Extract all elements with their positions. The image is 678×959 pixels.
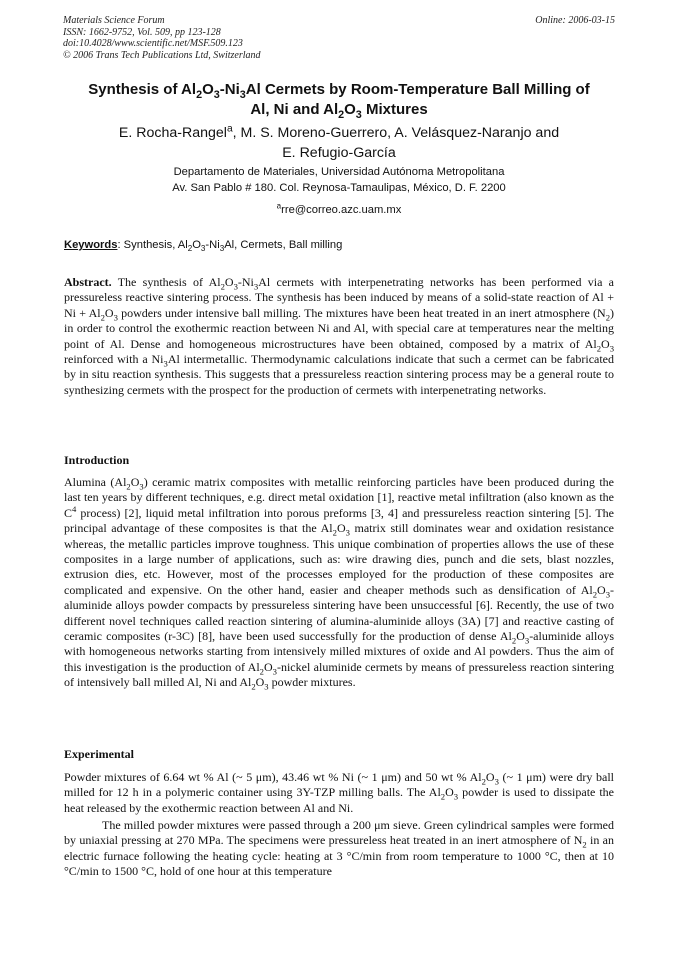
experimental-paragraph-1: Powder mixtures of 6.64 wt % Al (~ 5 μm), 43.46 wt % Ni (~ 1 μm) and 50 wt % $Al_2O_3$ (~ 1 μm) were dry ball milled for 12 h in a polymeric container using 3Y-TZP milling balls. The $Al_2O_3$ powder is used to dissipate the heat released by the exothermic reaction between Al and Ni. xyxy=(64,770,614,815)
experimental-paragraph-2: The milled powder mixtures were passed through a 200 μm sieve. Green cylindrical samples were formed by uniaxial pressing at 270 MPa. The specimens were pressureless heat treated in an inert atmosphere of $N_2$ in an electric furnace following the heating cycle: heating at 3 °C/min from room temperature to 1000 °C, then at 10 °C/min to 1500 °C, hold of one hour at this temperature xyxy=(64,818,614,879)
paper-title: Synthesis of $Al_2O_3-Ni_3Al$ Cermets by Room-Temperature Ball Milling of Al, Ni and $Al_2O_3$ Mixtures xyxy=(88,81,590,121)
abstract-label: Abstract. xyxy=(64,275,112,289)
copyright: © 2006 Trans Tech Publications Ltd, Switzerland xyxy=(63,49,261,61)
doi[interactable]: doi:10.4028/www.scientific.net/MSF.509.123 xyxy=(63,38,243,49)
introduction-body: Alumina $(Al_2O_3)$ ceramic matrix composites with metallic reinforcing particles have been produced during the last ten years by different techniques, e.g. direct metal oxidation [1], reactive metal infiltration (also known as the $C^4$ process) [2], liquid metal infiltration into porous preforms [3, 4] and pressureless reaction sintering [5]. The principal advantage of these composites is that the $Al_2O_3$ matrix still dominates wear and oxidation resistance whereas, the metallic particles improve toughness. This unique combination of properties allows the use of these composites in a large number of applications, such as: wire drawing dies, punch and die sets, blast nozzles, extrusion dies, etc. However, most of the processes employed for the production of these composites are complicated and expensive. On the other hand, easier and cheaper methods such as densification of $Al_2O_3$-aluminide alloys powder compacts by pressureless sintering have been unsuccessful [6]. Recently, the use of two different novel techniques called reaction sintering of alumina-aluminide alloys (3A) [7] and reactive casting of ceramic composites (r-3C) [8], have been used successfully for the production of dense $Al_2O_3$-aluminide alloys with homogeneous networks starting from intensively milled mixtures of oxide and Al powders. Thus the aim of this investigation is the production of $Al_2O_3$-nickel aluminide cermets by means of pressureless reaction sintering of intensively ball milled Al, Ni and $Al_2O_3$ powder mixtures. xyxy=(64,475,614,692)
online-date: Online: 2006-03-15 xyxy=(535,15,615,26)
author-email[interactable]: $^a$rre@correo.azc.uam.mx xyxy=(276,201,402,216)
keywords: Keywords: Synthesis, $Al_2O_3-Ni_3Al$, Cermets, Ball milling xyxy=(64,239,343,254)
issn: ISSN: 1662-9752, Vol. 509, pp 123-128 xyxy=(63,26,221,38)
journal-header xyxy=(63,15,261,61)
keywords-label: Keywords xyxy=(64,239,118,251)
affiliation: Departamento de Materiales, Universidad Autónoma Metropolitana Av. San Pablo # 180. Col. Reynosa-Tamaulipas, México, D. F. 2200 xyxy=(172,166,506,194)
introduction-heading: Introduction xyxy=(64,453,130,467)
author-list: E. Rocha-Rangel$^a$, M. S. Moreno-Guerrero, A. Velásquez-Naranjo and E. Refugio-García xyxy=(118,123,560,161)
abstract: Abstract. The synthesis of $Al_2O_3-Ni_3Al$ cermets with interpenetrating networks has been performed via a pressureless reactive sintering process. The synthesis has been induced by means of a solid-state reaction of $Al + Ni + Al_2O_3$ powders under intensive ball milling. The mixtures have been heat treated in an inert atmosphere $(N_2)$ in order to control the exothermic reaction between Ni and Al, with special care at temperatures near the melting point of Al. Dense and homogeneous microstructures have been obtained, composed by a matrix of $Al_2O_3$ reinforced with a $Ni_3Al$ intermetallic. Thermodynamic calculations indicate that such a cermet can be fabricated by in situ reaction synthesis. This suggests that a pressureless reaction sintering process may be a general route to synthesizing cermets with the prospect for the production of cermets with interpenetrating networks. xyxy=(64,275,615,397)
journal-name: Materials Science Forum xyxy=(63,15,165,26)
experimental-heading: Experimental xyxy=(64,747,134,761)
